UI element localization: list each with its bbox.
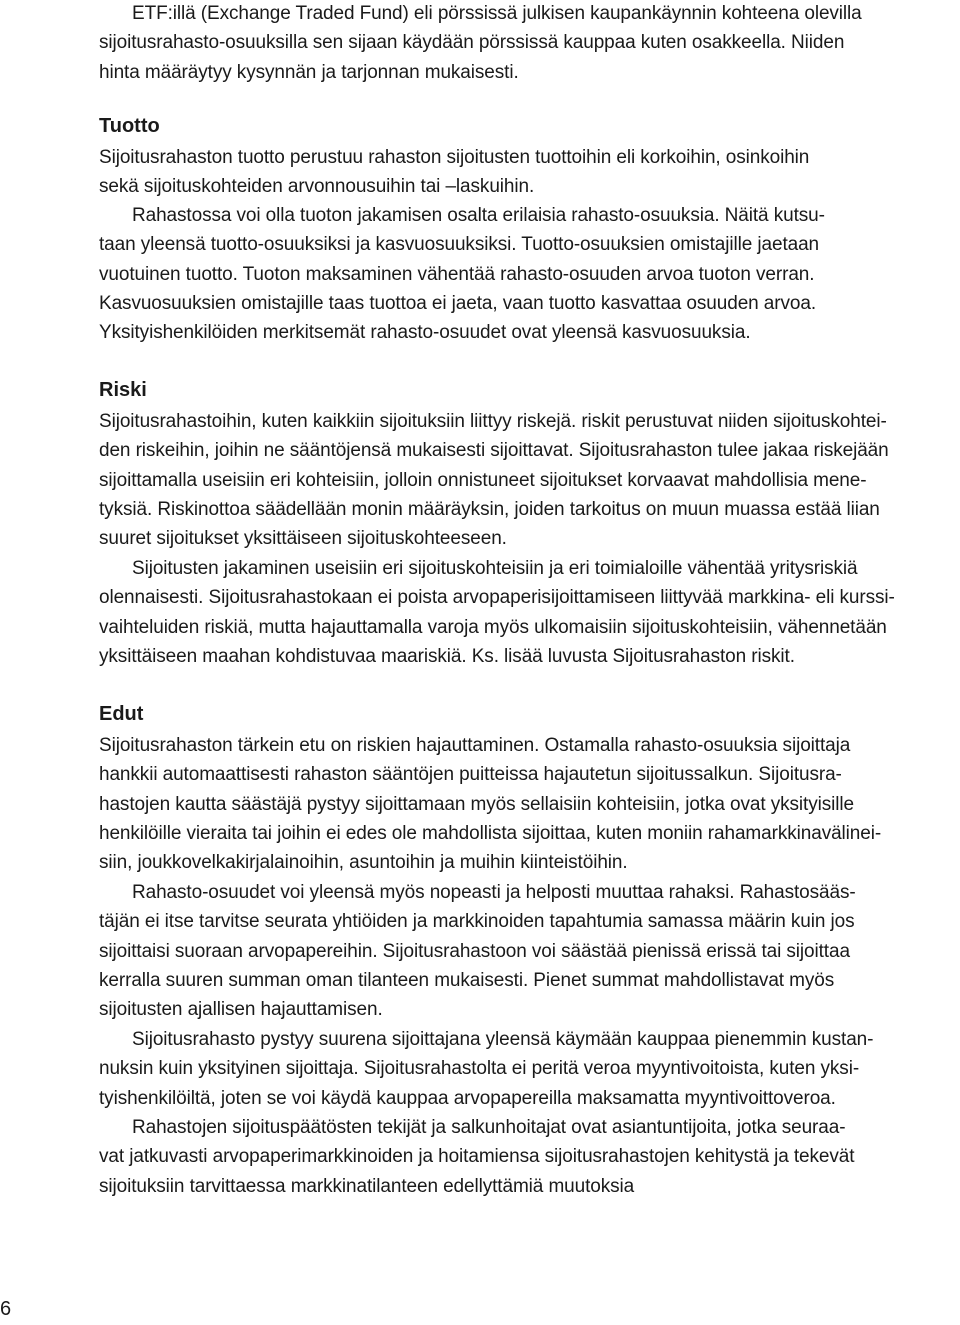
section-heading-riski: Riski — [99, 379, 147, 401]
text-line: täjän ei itse tarvitse seurata yhtiöiden ja markkinoiden tapahtumia samassa määrin kuin jos — [99, 911, 855, 933]
page-number: 6 — [0, 1298, 12, 1320]
text-line: Sijoitusrahaston tuotto perustuu rahaston sijoitusten tuottoihin eli korkoihin, osinkoihin — [99, 147, 810, 168]
text-line: vat jatkuvasti arvopaperimarkkinoiden ja hoitamiensa sijoitusrahastojen kehitystä ja tekevät — [99, 1146, 855, 1168]
tuotto-paragraph-2 — [99, 201, 825, 347]
text-line: suuret sijoitukset yksittäiseen sijoituskohteeseen. — [99, 528, 507, 550]
text-line: henkilöille vieraita tai joihin ei edes ole mahdollista sijoittaa, kuten moniin rahamarkkinavälinei- — [99, 822, 882, 844]
text-line: nuksin kuin yksityinen sijoittaja. Sijoitusrahastolta ei peritä veroa myyntivoitoista, kuten yksi- — [99, 1058, 860, 1080]
text-line: sijoituksiin tarvittaessa markkinatilanteen edellyttämiä muutoksia — [99, 1175, 635, 1197]
text-line: den riskeihin, joihin ne sääntöjensä mukaisesti sijoittavat. Sijoitusrahaston tulee jakaa riskejään — [99, 440, 889, 462]
text-line: Sijoitusrahastoihin, kuten kaikkiin sijoituksiin liittyy riskejä. riskit perustuvat niiden sijoituskohtei- — [99, 411, 887, 432]
edut-paragraph-3 — [99, 1025, 873, 1113]
text-line: Sijoitusrahasto pystyy suurena sijoittajana yleensä käymään kauppaa pienemmin kustan- — [132, 1029, 874, 1050]
intro-line: hinta määräytyy kysynnän ja tarjonnan mukaisesti. — [99, 61, 519, 83]
section-edut — [99, 700, 143, 728]
text-line: vaihteluiden riskiä, mutta hajauttamalla varoja myös ulkomaisiin sijoituskohteisiin, vähennetään — [99, 616, 887, 638]
edut-paragraph-4 — [99, 1113, 854, 1201]
text-line: Kasvuosuuksien omistajille taas tuottoa ei jaeta, vaan tuotto kasvattaa osuuden arvoa. — [99, 292, 817, 314]
text-line: kerralla suuren summan oman tilanteen mukaisesti. Pienet summat mahdollistavat myös — [99, 969, 835, 991]
text-line: siin, joukkovelkakirjalainoihin, asuntoihin ja muihin kiinteistöihin. — [99, 852, 628, 874]
edut-paragraph-2 — [99, 878, 856, 1024]
edut-paragraph-1 — [99, 731, 881, 877]
text-line: taan yleensä tuotto-osuuksiksi ja kasvuosuuksiksi. Tuotto-osuuksien omistajille jaetaan — [99, 234, 820, 256]
intro-paragraph — [99, 0, 862, 87]
intro-line: ETF:illä (Exchange Traded Fund) eli pörssissä julkisen kaupankäynnin kohteena olevilla — [132, 3, 862, 24]
intro-line: sijoitusrahasto-osuuksilla sen sijaan käydään pörssissä kauppaa kuten osakkeella. Niiden — [99, 32, 845, 54]
text-line: hastojen kautta säästäjä pystyy sijoittamaan myös sellaisiin kohteisiin, jotka ovat yksityisille — [99, 793, 854, 815]
text-line: Sijoitusten jakaminen useisiin eri sijoituskohteisiin ja eri toimialoille vähentää yritysriskiä — [132, 558, 858, 579]
text-line: tyksiä. Riskinottoa säädellään monin määräyksin, joiden tarkoitus on muun muassa estää liian — [99, 498, 880, 520]
text-line: hankkii automaattisesti rahaston sääntöjen puitteissa hajautetun sijoitussalkun. Sijoitusra- — [99, 764, 842, 786]
section-riski — [99, 376, 147, 404]
text-line: Rahastojen sijoituspäätösten tekijät ja salkunhoitajat ovat asiantuntijoita, jotka seuraa- — [132, 1117, 846, 1138]
text-line: sijoittamalla useisiin eri kohteisiin, jolloin onnistuneet sijoitukset korvaavat mahdollisia mene- — [99, 469, 867, 491]
riski-paragraph-2 — [99, 554, 895, 671]
text-line: tyishenkilöiltä, joten se voi käydä kauppaa arvopapereilla maksamatta myyntivoittoveroa. — [99, 1087, 836, 1109]
text-line: Rahastossa voi olla tuoton jakamisen osalta erilaisia rahasto-osuuksia. Näitä kutsu- — [132, 205, 825, 226]
text-line: sijoittaisi suoraan arvopapereihin. Sijoitusrahastoon voi säästää pienissä erissä tai sijoittaa — [99, 940, 850, 962]
riski-paragraph-1 — [99, 407, 889, 553]
text-line: sijoitusten ajallisen hajauttamisen. — [99, 999, 383, 1021]
text-line: Rahasto-osuudet voi yleensä myös nopeasti ja helposti muuttaa rahaksi. Rahastosääs- — [132, 882, 856, 903]
text-line: olennaisesti. Sijoitusrahastokaan ei poista arvopaperisijoittamiseen liittyvää markkina- eli kurssi- — [99, 587, 895, 609]
section-heading-edut: Edut — [99, 703, 144, 725]
text-line: vuotuinen tuotto. Tuoton maksaminen vähentää rahasto-osuuden arvoa tuoton verran. — [99, 263, 815, 285]
text-line: Yksityishenkilöiden merkitsemät rahasto-osuudet ovat yleensä kasvuosuuksia. — [99, 322, 751, 344]
text-line: sekä sijoituskohteiden arvonnousuihin tai –laskuihin. — [99, 176, 535, 198]
tuotto-paragraph-1 — [99, 143, 809, 202]
section-tuotto — [99, 112, 160, 140]
text-line: Sijoitusrahaston tärkein etu on riskien hajauttaminen. Ostamalla rahasto-osuuksia sijoittaja — [99, 735, 851, 756]
text-line: yksittäiseen maahan kohdistuvaa maariskiä. Ks. lisää luvusta Sijoitusrahaston riskit. — [99, 645, 795, 667]
section-heading-tuotto: Tuotto — [99, 115, 160, 137]
